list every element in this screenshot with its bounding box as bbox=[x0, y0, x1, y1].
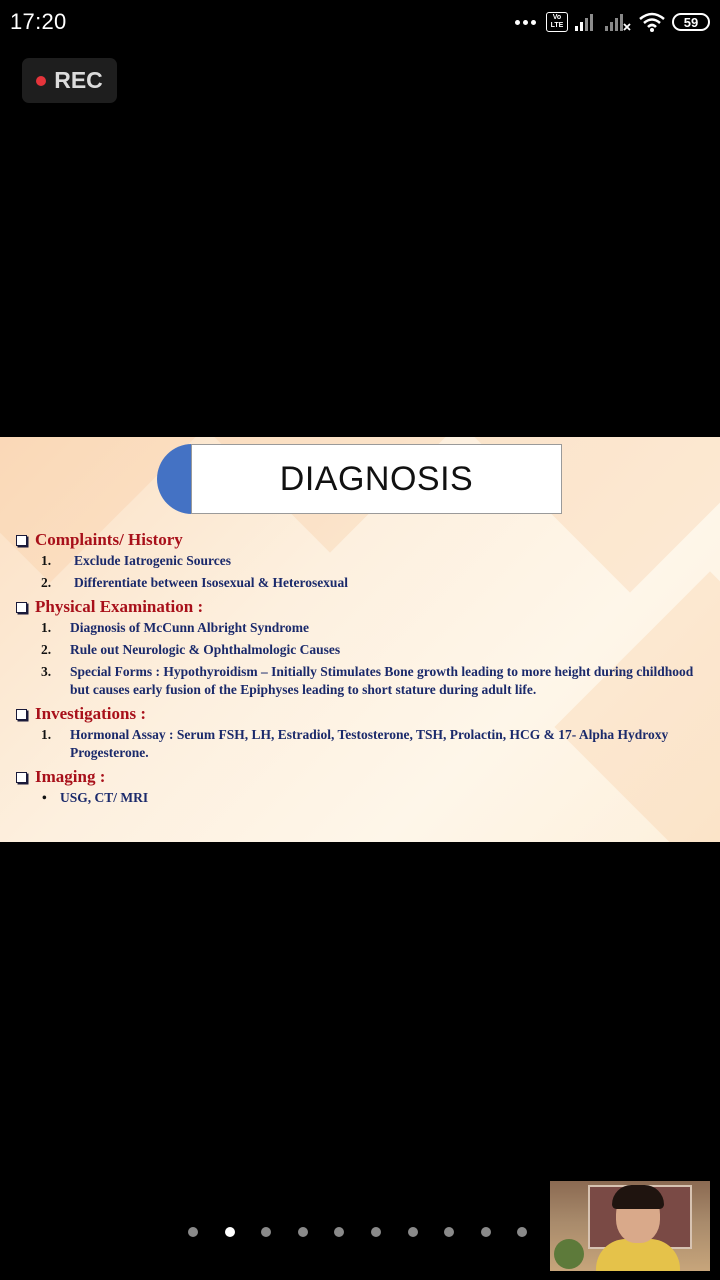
presentation-slide[interactable] bbox=[0, 437, 720, 842]
page-dot[interactable] bbox=[408, 1227, 418, 1237]
list-item bbox=[16, 789, 706, 807]
section-heading-text: Investigations : bbox=[35, 704, 146, 723]
page-dot[interactable] bbox=[298, 1227, 308, 1237]
page-dot[interactable] bbox=[225, 1227, 235, 1237]
section-heading-text: Imaging : bbox=[35, 767, 106, 786]
page-indicator bbox=[188, 1227, 527, 1237]
title-panel bbox=[191, 444, 562, 514]
background-plant bbox=[554, 1239, 584, 1269]
list-item-text: Hormonal Assay : Serum FSH, LH, Estradiol, Testosterone, TSH, Prolactin, HCG & 17- Alpha Hydroxy Progesterone. bbox=[70, 727, 669, 760]
checkbox-bullet-icon bbox=[16, 709, 27, 720]
list-item bbox=[16, 641, 706, 659]
list-item bbox=[16, 726, 706, 762]
list-item bbox=[16, 574, 706, 592]
page-dot[interactable] bbox=[481, 1227, 491, 1237]
volte-icon bbox=[546, 12, 568, 32]
battery-level: 59 bbox=[683, 14, 699, 30]
volte-top-label: Vo bbox=[552, 14, 562, 21]
page-dot[interactable] bbox=[371, 1227, 381, 1237]
list-marker: • bbox=[42, 790, 47, 805]
slide-title-box bbox=[157, 444, 562, 514]
section-heading bbox=[16, 766, 706, 788]
participant-video-thumbnail[interactable] bbox=[550, 1181, 710, 1271]
checkbox-bullet-icon bbox=[16, 772, 27, 783]
volte-bottom-label: LTE bbox=[550, 22, 564, 29]
signal-no-service-icon bbox=[604, 12, 632, 32]
list-marker: 3. bbox=[41, 664, 52, 679]
list-item-text: Differentiate between Isosexual & Heterosexual bbox=[74, 575, 348, 590]
rec-label: REC bbox=[54, 67, 103, 93]
page-dot[interactable] bbox=[334, 1227, 344, 1237]
list-marker: 2. bbox=[41, 642, 52, 657]
slide-content bbox=[16, 529, 706, 811]
list-item-text: Exclude Iatrogenic Sources bbox=[74, 553, 231, 568]
slide-title: DIAGNOSIS bbox=[279, 459, 474, 498]
list-item-text: USG, CT/ MRI bbox=[60, 790, 149, 805]
list-marker: 1. bbox=[41, 620, 52, 635]
rec-button[interactable] bbox=[22, 58, 117, 103]
signal-icon bbox=[574, 12, 598, 32]
wifi-icon bbox=[638, 11, 666, 33]
record-dot-icon bbox=[36, 76, 46, 86]
list-marker: 1. bbox=[41, 727, 52, 742]
list-marker: 2. bbox=[41, 575, 52, 590]
list-item-text: Diagnosis of McCunn Albright Syndrome bbox=[70, 620, 310, 635]
presenter-body bbox=[596, 1239, 680, 1271]
section-heading-text: Complaints/ History bbox=[35, 530, 183, 549]
page-dot[interactable] bbox=[444, 1227, 454, 1237]
list-marker: 1. bbox=[41, 553, 52, 568]
section-list bbox=[16, 726, 706, 762]
section-heading bbox=[16, 703, 706, 725]
section-list bbox=[16, 552, 706, 592]
list-item-text: Rule out Neurologic & Ophthalmologic Causes bbox=[70, 642, 341, 657]
section-heading bbox=[16, 529, 706, 551]
checkbox-bullet-icon bbox=[16, 602, 27, 613]
status-icons bbox=[515, 10, 710, 34]
section-heading bbox=[16, 596, 706, 618]
section-list bbox=[16, 789, 706, 807]
battery-icon bbox=[672, 13, 710, 31]
section-heading-text: Physical Examination : bbox=[35, 597, 204, 616]
list-item bbox=[16, 619, 706, 637]
more-dots-icon bbox=[515, 20, 536, 25]
page-dot[interactable] bbox=[261, 1227, 271, 1237]
checkbox-bullet-icon bbox=[16, 535, 27, 546]
page-dot[interactable] bbox=[188, 1227, 198, 1237]
list-item bbox=[16, 663, 706, 699]
presenter-hair bbox=[612, 1185, 664, 1209]
list-item bbox=[16, 552, 706, 570]
list-item-text: Special Forms : Hypothyroidism – Initially Stimulates Bone growth leading to more height during childhood but causes early fusion of the Epiphyses leading to short stature during adult life. bbox=[70, 664, 694, 697]
status-time: 17:20 bbox=[10, 9, 67, 34]
page-dot[interactable] bbox=[517, 1227, 527, 1237]
section-list bbox=[16, 619, 706, 699]
